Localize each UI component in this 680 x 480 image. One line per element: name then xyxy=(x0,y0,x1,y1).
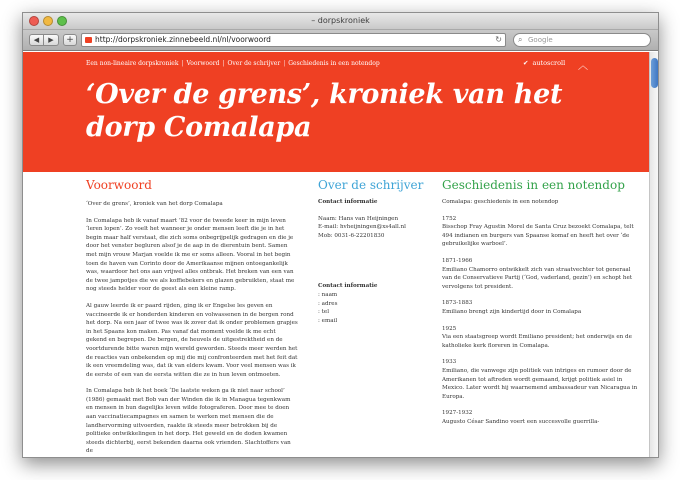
history-year: 1925 xyxy=(442,325,457,332)
nav-separator: | xyxy=(181,60,184,67)
history-year: 1871-1966 xyxy=(442,257,473,264)
site-favicon-icon xyxy=(85,37,92,43)
history-entry xyxy=(442,299,642,316)
web-page xyxy=(23,52,651,458)
page-title: ‘Over de grens’, kroniek van het dorp Comalapa xyxy=(86,79,563,143)
scroll-up-icon[interactable]: ︿ xyxy=(578,61,588,72)
history-entry xyxy=(442,215,642,249)
nav-separator: | xyxy=(222,60,225,67)
history-text: Augusto César Sandino voert een succesvolle guerrilla- xyxy=(442,418,600,425)
voorwoord-paragraph: In Comalapa heb ik vanaf maart ’82 voor de tweede keer in mijn leven ‘leren lopen’. Zo voelt het wanneer je onder mensen leeft die je in het begin maar half verstaat, die zich soms onbegrijpelijk gedragen en die je door het venster begluren alsof je de aap in de dierentuin bent. Samen met mijn vrouw Marjan voelde ik me er soms alleen. Vooral in het begin toen de haven van Corinto door de Amerikaanse mijnen ontoegankelijk was, waardoor het ons aan vrijwel alles ontbrak. Het breken van een van de twee jampotjes die we als koffiebekers en glazen gebruikten, staat me nog steeds helder voor de geest als een kleine ramp. xyxy=(86,217,295,293)
history-year: 1752 xyxy=(442,215,457,222)
search-icon: ⌕ xyxy=(518,35,523,44)
voorwoord-heading: Voorwoord xyxy=(86,178,152,192)
checkmark-icon: ✔ xyxy=(523,59,529,67)
history-text: Bisschop Fray Agustin Morel de Santa Cruz bezoekt Comalapa, telt 494 indianen en burgers van Spaanse komaf en heeft het over ‘de gebruikelijke warboel’. xyxy=(442,224,634,248)
history-entry xyxy=(442,358,642,401)
contact-email: E-mail: hvheijningen@xs4all.nl xyxy=(318,224,406,231)
history-entry xyxy=(442,257,642,291)
history-text: Emiliano Chamorro ontwikkelt zich van straatvechter tot generaal van de Conservatieve Partij (‘God, vaderland, gezin’) en schopt het vervolgens tot president. xyxy=(442,266,633,290)
history-text: Emiliano brengt zijn kindertijd door in Comalapa xyxy=(442,308,582,315)
contact-form-fields xyxy=(318,291,424,325)
geschiedenis-column xyxy=(442,178,642,434)
page-header xyxy=(23,52,651,172)
schrijver-column xyxy=(318,178,424,333)
scrollbar-thumb[interactable] xyxy=(651,58,658,88)
browser-toolbar xyxy=(23,30,658,51)
contact-field-name: : naam xyxy=(318,291,338,298)
history-entry xyxy=(442,325,642,351)
history-text: Via een staatsgreep wordt Emiliano president; het onderwijs en de katholieke kerk floreren in Comalapa. xyxy=(442,334,632,349)
geschiedenis-heading: Geschiedenis in een notendop xyxy=(442,178,625,192)
contact-field-email: : email xyxy=(318,317,338,324)
history-year: 1933 xyxy=(442,359,457,366)
address-bar[interactable] xyxy=(81,33,506,47)
contact-name: Naam: Hans van Heijningen xyxy=(318,215,399,222)
vertical-scrollbar[interactable] xyxy=(649,52,658,458)
contact-details xyxy=(318,215,424,241)
history-text: Emiliano, die vanwege zijn politiek van intriges en rumoer door de Amerikanen tot aftreden wordt gemaand, krijgt politiek asiel in Mexico. Later wordt hij waarnemend ambassadeur van Nicaragua in Europa. xyxy=(442,367,638,400)
history-entry xyxy=(442,409,642,426)
geschiedenis-subtitle: Comalapa: geschiedenis in een notendop xyxy=(442,199,559,205)
forward-button[interactable]: ▶ xyxy=(44,34,59,46)
address-url: http://dorpskroniek.zinnebeeld.nl/nl/voorwoord xyxy=(95,35,271,44)
back-button[interactable]: ◀ xyxy=(29,34,44,46)
add-bookmark-button[interactable]: + xyxy=(63,34,77,46)
voorwoord-paragraph: Al gauw leerde ik er paard rijden, ging ik er Engelse les geven en vaccineerde ik er honderden kinderen en volwassenen in de bergen rond het dorp. Na een jaar of twee was ik zover dat ik onder problemen grapjes in het Spaans kon maken. Pas vanaf dat moment voelde ik me echt gekend en begrepen. De bergen, de heuvels de uitgestrektheid en de voortdurende bitte waren mijn wereld geworden. Steeds meer werden het de reacties van onbekenden op mij die mij confronteerden met het feit dat ik een vreemdeling was, dat ik van elders kwam. Voor veel mensen was ik de eerste of een van de eersta witten die ze in hun leven ontmoeten. xyxy=(86,302,298,378)
contact-field-phone: : tel xyxy=(318,309,330,316)
schrijver-heading: Over de schrijver xyxy=(318,178,424,192)
voorwoord-column xyxy=(86,178,298,458)
nav-separator: | xyxy=(283,60,286,67)
history-year: 1873-1883 xyxy=(442,300,473,307)
history-year: 1927-1932 xyxy=(442,410,473,417)
history-buttons xyxy=(29,34,59,46)
site-navigation xyxy=(86,60,380,67)
contact-mobile: Mob: 0031-6-22201830 xyxy=(318,232,385,239)
search-field[interactable] xyxy=(513,33,651,47)
reload-icon[interactable]: ↻ xyxy=(495,35,502,44)
browser-window xyxy=(22,12,659,458)
nav-link-schrijver[interactable]: Over de schrijver xyxy=(227,60,281,67)
contact-heading: Contact informatie xyxy=(318,199,378,205)
title-bar xyxy=(23,13,658,30)
nav-link-home[interactable]: Een non-lineaire dorpskroniek xyxy=(86,60,179,67)
nav-link-geschiedenis[interactable]: Geschiedenis in een notendop xyxy=(288,60,380,67)
nav-link-voorwoord[interactable]: Voorwoord xyxy=(186,60,220,67)
voorwoord-paragraph: In Comalapa heb ik het boek ‘De laatste weken ga ik niet naar school’ (1986) gemaakt met Bob van der Winden die ik in Managua tegenkwam en mensen in hun dagelijks leven wilde fotograferen. Door mee te doen aan vaccinatiecampagnes en samen te werken met mensen die de landhervorming uitvoerden, raakte ik steeds meer betrokken bij de politieke ontwikkelingen in het dorp. Het geweld en de doden kwamen steeds dichterbij, eerst bekenden daarna ook vrienden. Slachtoffers van de xyxy=(86,388,291,455)
autoscroll-toggle[interactable] xyxy=(523,59,565,67)
contact-field-address: : adres xyxy=(318,300,338,307)
search-placeholder: Google xyxy=(528,36,553,44)
autoscroll-label: autoscroll xyxy=(532,59,566,67)
contact-heading-2: Contact informatie xyxy=(318,283,378,290)
window-title: – dorpskroniek xyxy=(311,16,370,25)
voorwoord-subtitle: ‘Over de grens’, kroniek van het dorp Comalapa xyxy=(86,201,223,207)
